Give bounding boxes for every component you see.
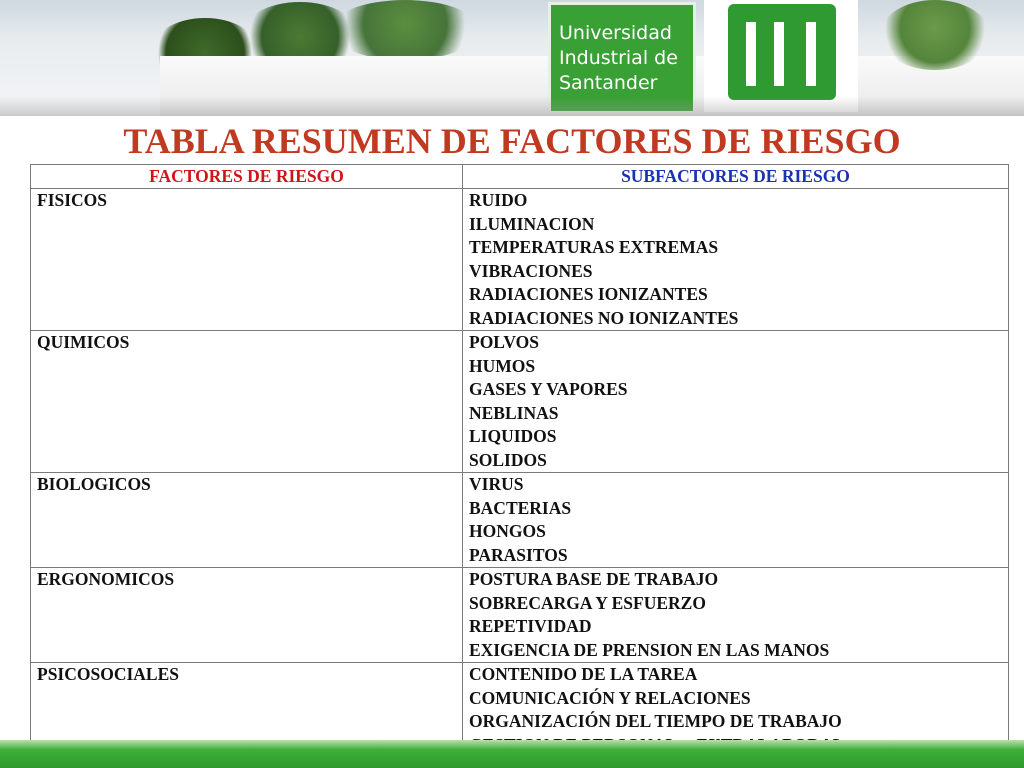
subfactors-cell <box>463 568 1009 663</box>
table-row <box>31 568 1009 663</box>
subfactor-item: HONGOS <box>469 521 546 541</box>
table-row <box>31 473 1009 568</box>
subfactor-item: SOBRECARGA Y ESFUERZO <box>469 592 706 613</box>
factor-cell <box>31 331 463 473</box>
sign-line: Santander <box>559 71 658 94</box>
subfactor-item: GASES Y VAPORES <box>469 379 628 399</box>
palm-fronds <box>880 0 990 70</box>
factor-cell <box>31 473 463 568</box>
subfactor-item: RADIACIONES NO IONIZANTES <box>469 307 739 328</box>
subfactors-cell <box>463 331 1009 473</box>
subfactor-item: TEMPERATURAS EXTREMAS <box>469 237 719 257</box>
uis-logo-mark <box>728 4 836 100</box>
subfactor-item: LIQUIDOS <box>469 426 557 446</box>
page-title: TABLA RESUMEN DE FACTORES DE RIESGO <box>123 121 901 161</box>
subfactor-item: ORGANIZACIÓN DEL TIEMPO DE TRABAJO <box>469 711 842 731</box>
subfactor-item: RUIDO <box>469 190 528 210</box>
table-row <box>31 189 1009 331</box>
factor-cell <box>31 568 463 663</box>
palm-fronds <box>330 0 480 60</box>
subfactor-item: NEBLINAS <box>469 402 559 423</box>
subfactor-item: POSTURA BASE DE TRABAJO <box>469 569 719 589</box>
banner-shadow <box>0 96 1024 116</box>
subfactors-cell <box>463 189 1009 331</box>
subfactor-item: VIRUS <box>469 474 524 494</box>
subfactor-item: ILUMINACION <box>469 213 595 234</box>
column-header-factors: FACTORES DE RIESGO <box>31 165 463 189</box>
factor-name: ERGONOMICOS <box>37 569 175 589</box>
factor-name: PSICOSOCIALES <box>37 664 179 684</box>
subfactor-item: BACTERIAS <box>469 497 572 518</box>
subfactors-cell <box>463 473 1009 568</box>
factor-name: QUIMICOS <box>37 332 130 352</box>
risk-factors-table <box>30 164 1009 758</box>
subfactor-item: RADIACIONES IONIZANTES <box>469 284 708 304</box>
footer-green-bar <box>0 740 1024 768</box>
factor-name: FISICOS <box>37 190 108 210</box>
column-header-subfactors: SUBFACTORES DE RIESGO <box>463 165 1009 189</box>
table-row <box>31 331 1009 473</box>
subfactor-item: COMUNICACIÓN Y RELACIONES <box>469 687 751 708</box>
subfactor-item: CONTENIDO DE LA TAREA <box>469 664 698 684</box>
factor-name: BIOLOGICOS <box>37 474 151 494</box>
subfactor-item: POLVOS <box>469 332 539 352</box>
sign-line: Universidad <box>559 21 672 44</box>
subfactor-item: PARASITOS <box>469 544 568 565</box>
table-header-row <box>31 165 1009 189</box>
subfactor-item: HUMOS <box>469 355 536 376</box>
header-banner-photo <box>0 0 1024 116</box>
subfactor-item: EXIGENCIA DE PRENSION EN LAS MANOS <box>469 639 830 660</box>
factor-cell <box>31 189 463 331</box>
subfactor-item: VIBRACIONES <box>469 260 593 281</box>
subfactor-item: SOLIDOS <box>469 449 547 470</box>
sign-line: Industrial de <box>559 46 678 69</box>
subfactor-item: REPETIVIDAD <box>469 616 592 636</box>
